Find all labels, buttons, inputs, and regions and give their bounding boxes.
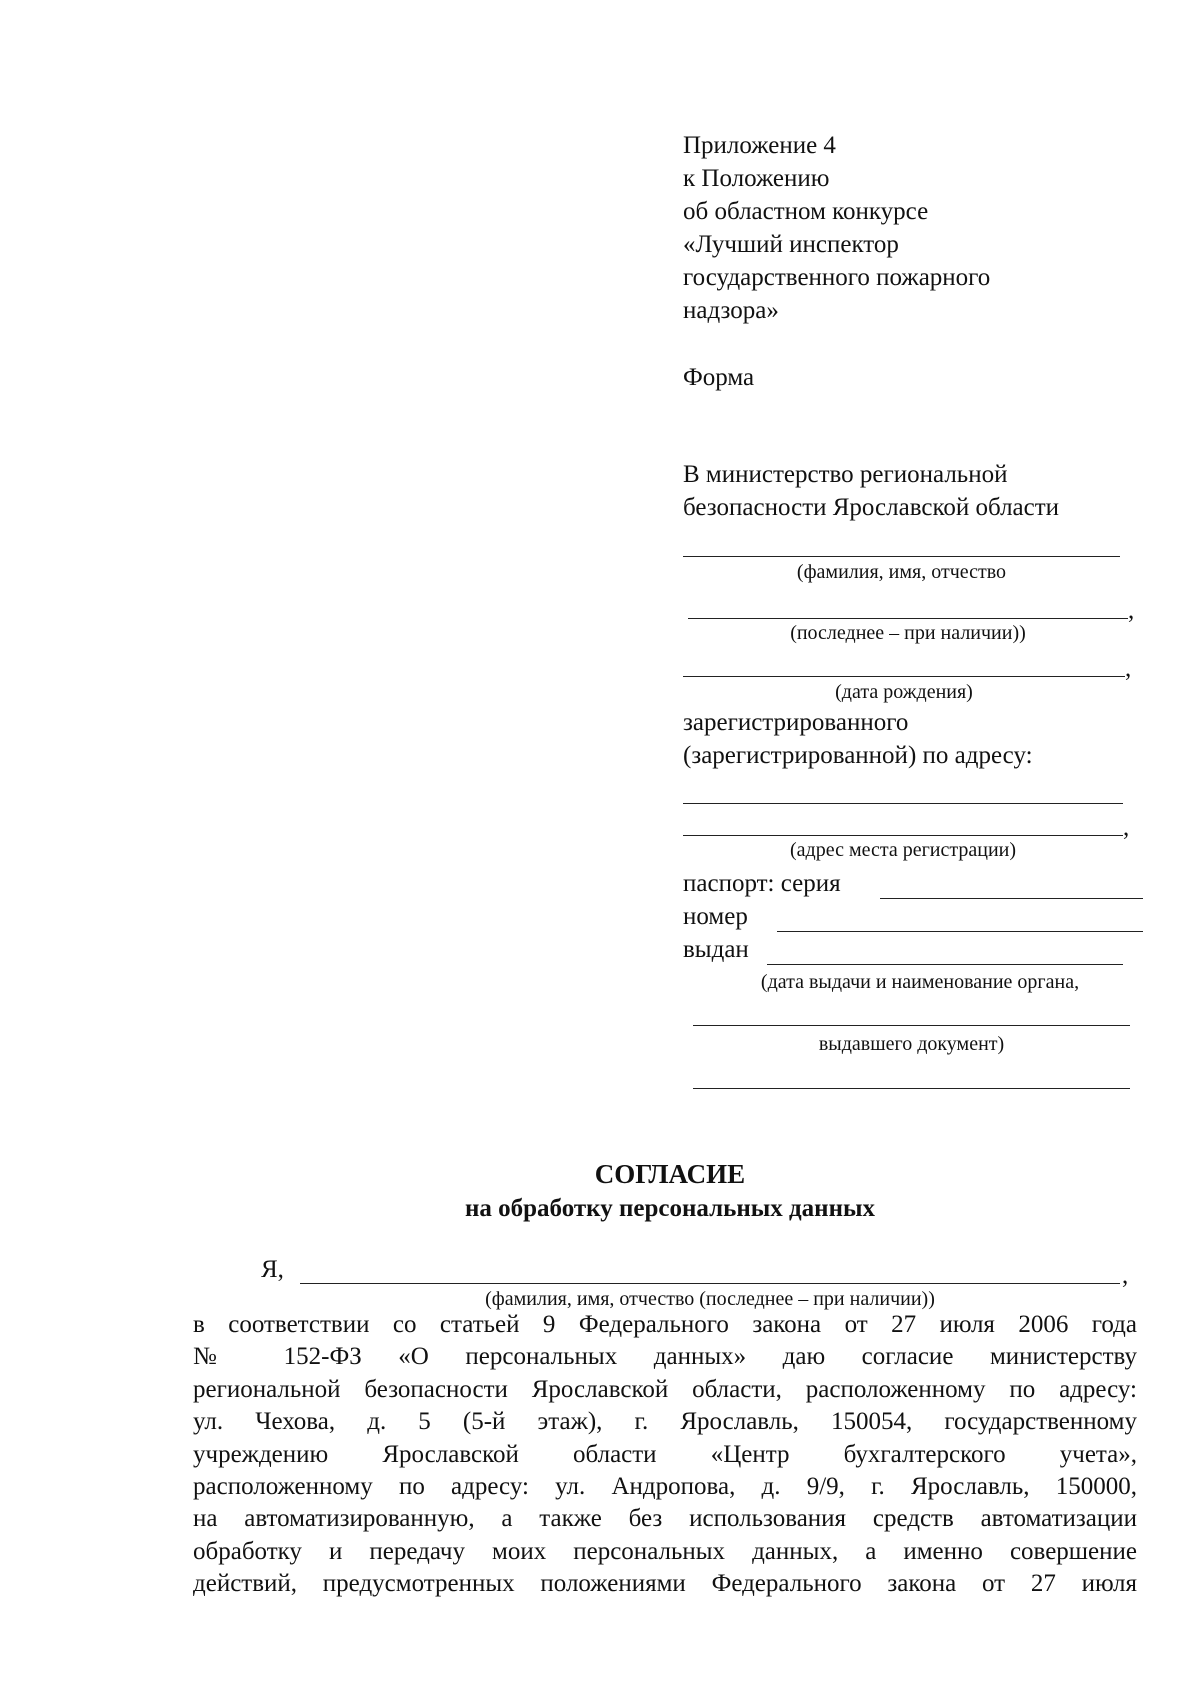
appendix-line: Приложение 4 [683, 132, 836, 159]
consent-title: СОГЛАСИЕ [594, 1159, 746, 1189]
issued-caption: (дата выдачи и наименование органа, [760, 971, 1080, 993]
fio-caption-continued: (последнее – при наличии)) [790, 622, 1026, 644]
body-line: региональной безопасности Ярославской области, расположенному по адресу: [193, 1375, 1137, 1403]
consent-subtitle: на обработку персональных данных [465, 1195, 875, 1222]
issued-caption-continued: выдавшего документ) [818, 1033, 1005, 1055]
appendix-line: об областном конкурсе [683, 198, 929, 225]
birth-date-caption: (дата рождения) [835, 681, 973, 703]
issued-line-2[interactable] [693, 1025, 1130, 1026]
passport-series-line[interactable] [880, 898, 1143, 899]
issued-label: выдан [683, 936, 749, 963]
signature-line[interactable] [693, 1088, 1130, 1089]
form-label: Форма [683, 364, 755, 391]
body-line: расположенному по адресу: ул. Андропова, д. 9/9, г. Ярославль, 150000, [193, 1472, 1137, 1500]
addressee-line: безопасности Ярославской области [683, 494, 1060, 521]
address-line-2[interactable] [683, 835, 1123, 836]
fio-line-1[interactable] [683, 556, 1120, 557]
consent-fio-line[interactable] [300, 1283, 1120, 1284]
addressee-line: В министерство региональной [683, 461, 1008, 488]
consent-body [193, 1309, 1137, 1601]
body-line: № 152-ФЗ «О персональных данных» даю согласие министерству [193, 1343, 1137, 1371]
passport-number-line[interactable] [777, 931, 1143, 932]
comma: , [1122, 1262, 1129, 1289]
passport-series-label: паспорт: серия [683, 870, 841, 897]
appendix-line: «Лучший инспектор [683, 231, 899, 258]
address-caption: (адрес места регистрации) [789, 839, 1017, 861]
body-line: в соответствии со статьей 9 Федерального закона от 27 июля 2006 года [193, 1311, 1137, 1338]
body-line: на автоматизированную, а также без использования средств автоматизации [193, 1505, 1137, 1533]
body-line: обработку и передачу моих персональных данных, а именно совершение [193, 1537, 1137, 1565]
appendix-line: надзора» [683, 297, 779, 324]
comma: , [1123, 814, 1130, 841]
body-line: учреждению Ярославской области «Центр бухгалтерского учета», [193, 1440, 1137, 1468]
comma: , [1125, 655, 1132, 682]
registered-label: зарегистрированного [683, 709, 909, 736]
body-line: действий, предусмотренных положениями Федерального закона от 27 июля [193, 1570, 1137, 1598]
issued-line[interactable] [767, 964, 1123, 965]
body-line: ул. Чехова, д. 5 (5-й этаж), г. Ярославль, 150054, государственному [193, 1408, 1137, 1436]
birth-date-line[interactable] [683, 676, 1125, 677]
comma: , [1128, 597, 1135, 624]
registered-label: (зарегистрированной) по адресу: [683, 742, 1033, 769]
i-label: Я, [261, 1256, 284, 1283]
passport-number-label: номер [683, 903, 748, 930]
consent-fio-caption: (фамилия, имя, отчество (последнее – при наличии)) [485, 1288, 935, 1310]
appendix-line: к Положению [683, 165, 830, 192]
fio-caption: (фамилия, имя, отчество [796, 561, 1007, 583]
address-line-1[interactable] [683, 803, 1123, 804]
fio-line-2[interactable] [688, 618, 1128, 619]
appendix-line: государственного пожарного [683, 264, 991, 291]
